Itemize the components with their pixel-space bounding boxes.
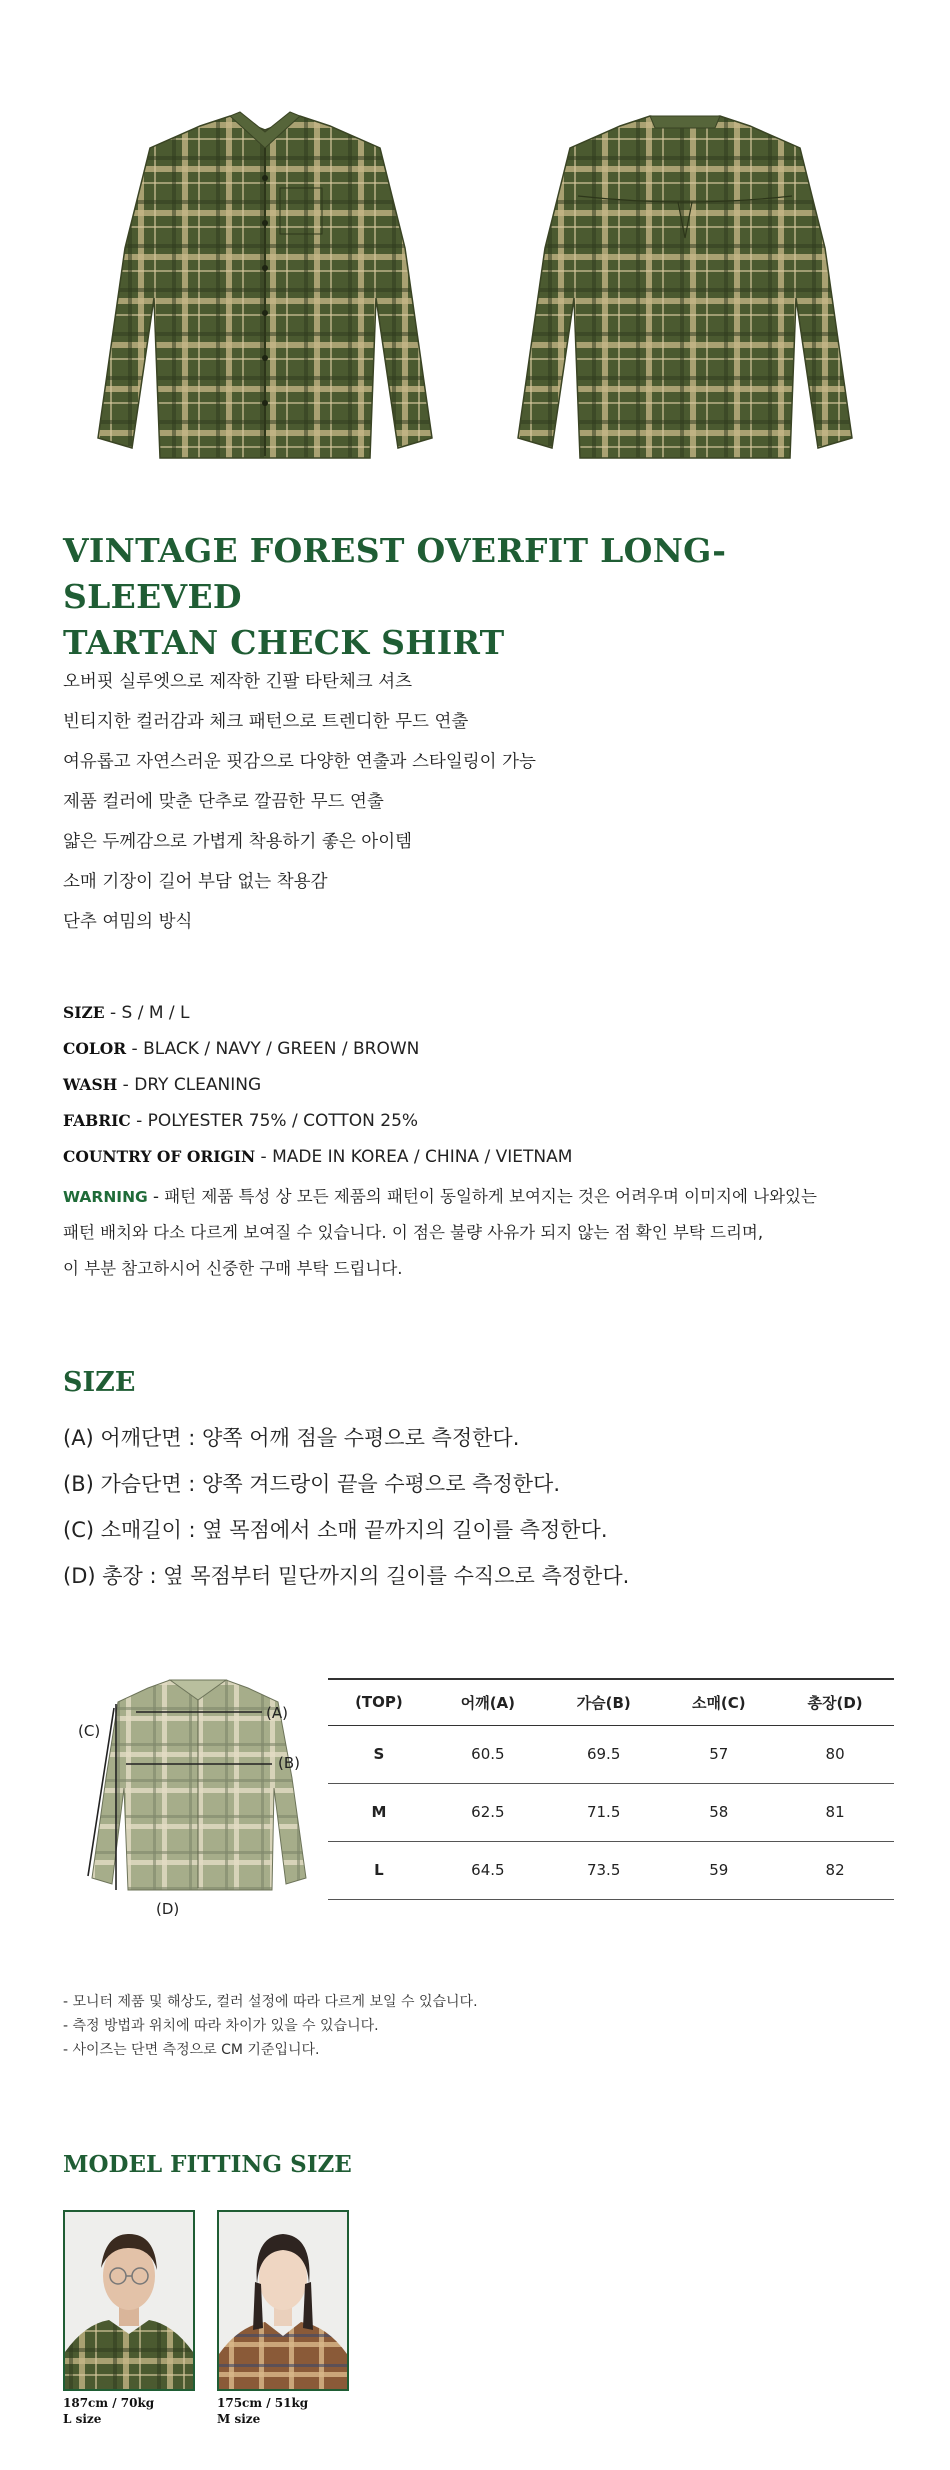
size-cell: S	[328, 1725, 430, 1783]
model-size: L size	[63, 2412, 102, 2426]
spec-value: - BLACK / NAVY / GREEN / BROWN	[126, 1039, 420, 1059]
model-stats: 187cm / 70kg	[63, 2396, 155, 2410]
note-line: - 측정 방법과 위치에 따라 차이가 있을 수 있습니다.	[63, 2018, 379, 2034]
spec-wash	[63, 1075, 261, 1095]
spec-key: COUNTRY OF ORIGIN	[63, 1147, 256, 1166]
size-table	[328, 1678, 894, 1900]
warning-line-2: 패턴 배치와 다소 다르게 보여질 수 있습니다. 이 점은 불량 사유가 되지 않는 점 확인 부탁 드리며,	[63, 1223, 764, 1242]
product-title	[63, 528, 883, 666]
description-line: 소매 기장이 길어 부담 없는 착용감	[63, 872, 328, 892]
model-stats: 175cm / 51kg	[217, 2396, 309, 2410]
value-cell: 64.5	[430, 1841, 546, 1899]
spec-value: - MADE IN KOREA / CHINA / VIETNAM	[255, 1147, 573, 1167]
warning-line-1	[63, 1183, 817, 1207]
warning-key: WARNING	[63, 1188, 148, 1206]
measure-b: (B) 가슴단면 : 양쪽 겨드랑이 끝을 수평으로 측정한다.	[63, 1472, 560, 1496]
size-diagram-shirt	[78, 1668, 318, 1923]
measure-d: (D) 총장 : 옆 목점부터 밑단까지의 길이를 수직으로 측정한다.	[63, 1564, 630, 1588]
value-cell: 59	[661, 1841, 776, 1899]
value-cell: 60.5	[430, 1725, 546, 1783]
warning-line-3: 이 부분 참고하시어 신중한 구매 부탁 드립니다.	[63, 1259, 403, 1278]
description-line: 얇은 두께감으로 가볍게 착용하기 좋은 아이템	[63, 832, 413, 852]
model-female-photo	[217, 2210, 349, 2391]
table-row	[328, 1725, 894, 1783]
value-cell: 69.5	[546, 1725, 662, 1783]
spec-fabric	[63, 1111, 418, 1131]
measure-c: (C) 소매길이 : 옆 목점에서 소매 끝까지의 길이를 측정한다.	[63, 1518, 608, 1542]
value-cell: 62.5	[430, 1783, 546, 1841]
value-cell: 82	[776, 1841, 894, 1899]
shirt-back-image	[500, 108, 870, 488]
measure-a: (A) 어깨단면 : 양쪽 어깨 점을 수평으로 측정한다.	[63, 1426, 520, 1450]
description-line: 오버핏 실루엣으로 제작한 긴팔 타탄체크 셔츠	[63, 672, 413, 692]
table-row	[328, 1783, 894, 1841]
description-line: 빈티지한 컬러감과 체크 패턴으로 트렌디한 무드 연출	[63, 712, 469, 732]
model-male-caption	[63, 2395, 154, 2427]
diagram-label-b: (B)	[278, 1754, 300, 1772]
spec-value: - DRY CLEANING	[117, 1075, 262, 1095]
value-cell: 57	[661, 1725, 776, 1783]
product-title-line2: TARTAN CHECK SHIRT	[63, 623, 505, 662]
size-cell: M	[328, 1783, 430, 1841]
model-female-caption	[217, 2395, 308, 2427]
header-cell: (TOP)	[328, 1679, 430, 1725]
value-cell: 58	[661, 1783, 776, 1841]
diagram-label-d: (D)	[156, 1900, 180, 1918]
header-cell: 어깨(A)	[430, 1679, 546, 1725]
spec-value: - POLYESTER 75% / COTTON 25%	[130, 1111, 419, 1131]
spec-key: COLOR	[63, 1039, 127, 1058]
size-table-header	[328, 1679, 894, 1725]
value-cell: 80	[776, 1725, 894, 1783]
diagram-label-a: (A)	[266, 1704, 288, 1722]
warning-text: - 패턴 제품 특성 상 모든 제품의 패턴이 동일하게 보여지는 것은 어려우며 이미지에 나와있는	[147, 1187, 817, 1206]
value-cell: 81	[776, 1783, 894, 1841]
spec-origin	[63, 1147, 572, 1167]
note-line: - 모니터 제품 및 해상도, 컬러 설정에 따라 다르게 보일 수 있습니다.	[63, 1994, 478, 2010]
model-fitting-heading: MODEL FITTING SIZE	[63, 2151, 352, 2178]
description-line: 제품 컬러에 맞춘 단추로 깔끔한 무드 연출	[63, 792, 384, 812]
spec-value: - S / M / L	[104, 1003, 190, 1023]
header-cell: 총장(D)	[776, 1679, 894, 1725]
spec-key: WASH	[63, 1075, 118, 1094]
model-male-photo	[63, 2210, 195, 2391]
value-cell: 73.5	[546, 1841, 662, 1899]
header-cell: 소매(C)	[661, 1679, 776, 1725]
value-cell: 71.5	[546, 1783, 662, 1841]
header-cell: 가슴(B)	[546, 1679, 662, 1725]
diagram-label-c: (C)	[78, 1722, 101, 1740]
size-cell: L	[328, 1841, 430, 1899]
spec-size	[63, 1003, 190, 1023]
size-heading: SIZE	[63, 1367, 136, 1398]
note-line: - 사이즈는 단면 측정으로 CM 기준입니다.	[63, 2042, 320, 2058]
spec-key: SIZE	[63, 1003, 105, 1022]
spec-key: FABRIC	[63, 1111, 131, 1130]
table-row	[328, 1841, 894, 1899]
spec-color	[63, 1039, 419, 1059]
shirt-front-image	[80, 108, 450, 488]
product-title-line1: VINTAGE FOREST OVERFIT LONG-SLEEVED	[63, 531, 727, 616]
model-size: M size	[217, 2412, 261, 2426]
description-line: 단추 여밈의 방식	[63, 912, 193, 932]
description-line: 여유롭고 자연스러운 핏감으로 다양한 연출과 스타일링이 가능	[63, 752, 536, 772]
